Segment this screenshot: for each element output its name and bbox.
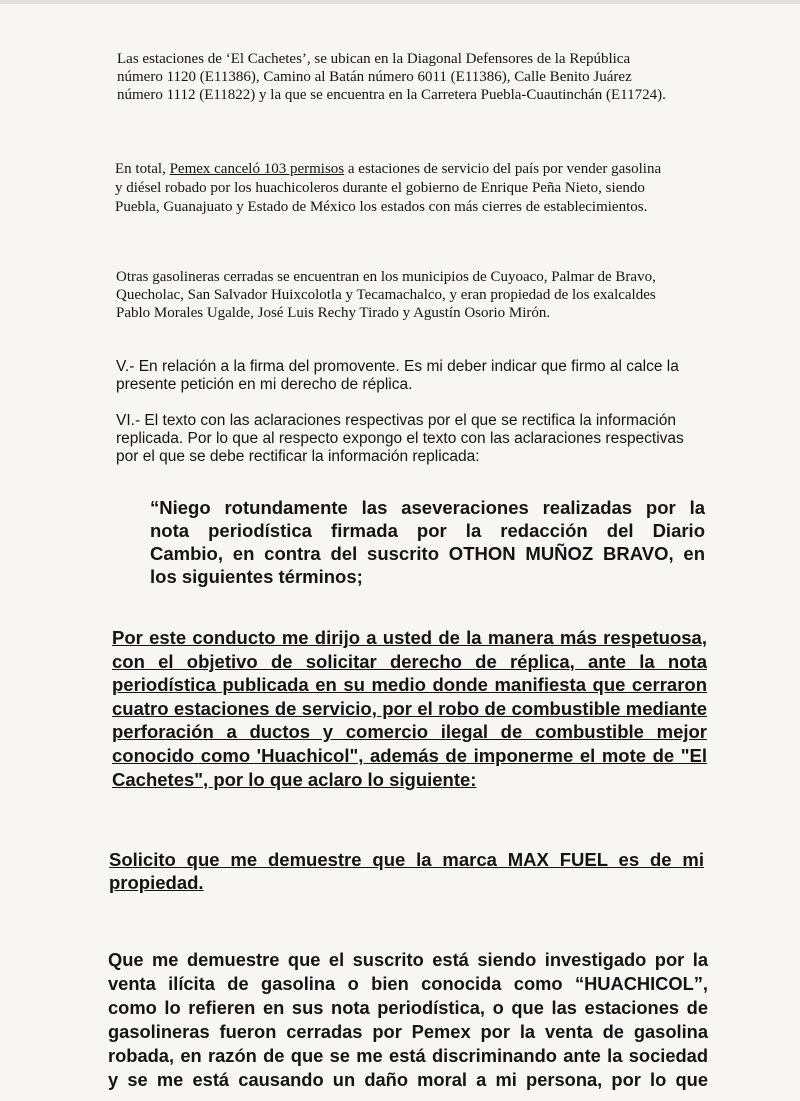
text-line: Cachetes", por lo que aclaro lo siguiente: <box>112 768 477 790</box>
text-line: conocido como 'Huachicol", además de imponerme el mote de "El <box>112 744 707 766</box>
text-line: Por este conducto me dirijo a usted de la manera más respetuosa, <box>112 627 707 648</box>
paragraph-stations-locations <box>117 50 717 104</box>
text-line: los siguientes términos; <box>150 566 363 587</box>
text-fragment: a estaciones de servicio del país por vender gasolina <box>344 161 662 177</box>
text-line: gasolineras fueron cerradas por Pemex por la venta de gasolina <box>108 1021 708 1042</box>
text-line: V.- En relación a la firma del promovente. Es mi deber indicar que firmo al calce la <box>116 358 679 375</box>
text-line: replicada. Por lo que al respecto expongo el texto con las aclaraciones respectivas <box>116 430 684 447</box>
section-v-signature <box>116 358 716 394</box>
text-line: Quecholac, San Salvador Huixcolotla y Tecamachalco, y eran propiedad de los exalcaldes <box>116 287 656 303</box>
text-line: periodística publicada en su medio donde manifiesta que cerraron <box>112 674 707 696</box>
text-line: como lo refieren en sus nota periodística, o que las estaciones de <box>108 997 708 1018</box>
text-line: número 1120 (E11386), Camino al Batán número 6011 (E11386), Calle Benito Juárez <box>117 69 632 85</box>
investigation-request <box>108 948 708 1092</box>
text-fragment: En total, <box>115 161 170 177</box>
text-line: “Niego rotundamente las aseveraciones realizadas por la <box>150 497 705 518</box>
text-line: cuatro estaciones de servicio, por el robo de combustible mediante <box>112 697 707 719</box>
text-line <box>115 160 720 179</box>
text-line: perforación a ductos y comercio ilegal de combustible mejor <box>112 721 707 743</box>
paragraph-pemex-permits <box>115 160 720 217</box>
text-line: con el objetivo de solicitar derecho de réplica, ante la nota <box>112 650 707 672</box>
text-line: y se me está causando un daño moral a mi persona, por lo que <box>108 1069 708 1090</box>
section-vi-text <box>116 412 716 466</box>
text-line: nota periodística firmada por la redacción del Diario <box>150 520 705 541</box>
text-line: por el que se debe rectificar la información replicada: <box>116 448 480 465</box>
text-line: Las estaciones de ‘El Cachetes’, se ubican en la Diagonal Defensores de la República <box>117 51 631 67</box>
text-line: robada, en razón de que se me está discriminando ante la sociedad <box>108 1045 708 1066</box>
text-line: venta ilícita de gasolina o bien conocida como “HUACHICOL”, <box>108 973 708 994</box>
max-fuel-request <box>109 848 704 894</box>
paragraph-other-stations <box>116 268 716 322</box>
text-line: número 1112 (E11822) y la que se encuentra en la Carretera Puebla-Cuautinchán (E11724). <box>117 87 666 103</box>
pemex-permits-link[interactable]: Pemex canceló 103 permisos <box>169 161 345 177</box>
text-line: y diésel robado por los huachicoleros durante el gobierno de Enrique Peña Nieto, siendo <box>115 180 645 196</box>
text-line: presente petición en mi derecho de réplica. <box>116 376 413 393</box>
text-line: Puebla, Guanajuato y Estado de México los estados con más cierres de establecimientos. <box>115 199 648 215</box>
text-line: Otras gasolineras cerradas se encuentran en los municipios de Cuyoaco, Palmar de Bravo, <box>116 269 656 285</box>
text-line: Pablo Morales Ugalde, José Luis Rechy Tirado y Agustín Osorio Mirón. <box>116 305 551 321</box>
scan-top-edge <box>0 0 800 4</box>
text-line: Que me demuestre que el suscrito está siendo investigado por la <box>108 949 708 970</box>
text-line: Solicito que me demuestre que la marca MAX FUEL es de mi <box>109 849 704 870</box>
text-line: propiedad. <box>109 872 204 893</box>
text-line: VI.- El texto con las aclaraciones respectivas por el que se rectifica la información <box>116 412 676 429</box>
quoted-denial <box>150 496 705 588</box>
reply-request-paragraph <box>112 626 707 791</box>
text-line: Cambio, en contra del suscrito OTHON MUÑOZ BRAVO, en <box>150 543 705 564</box>
